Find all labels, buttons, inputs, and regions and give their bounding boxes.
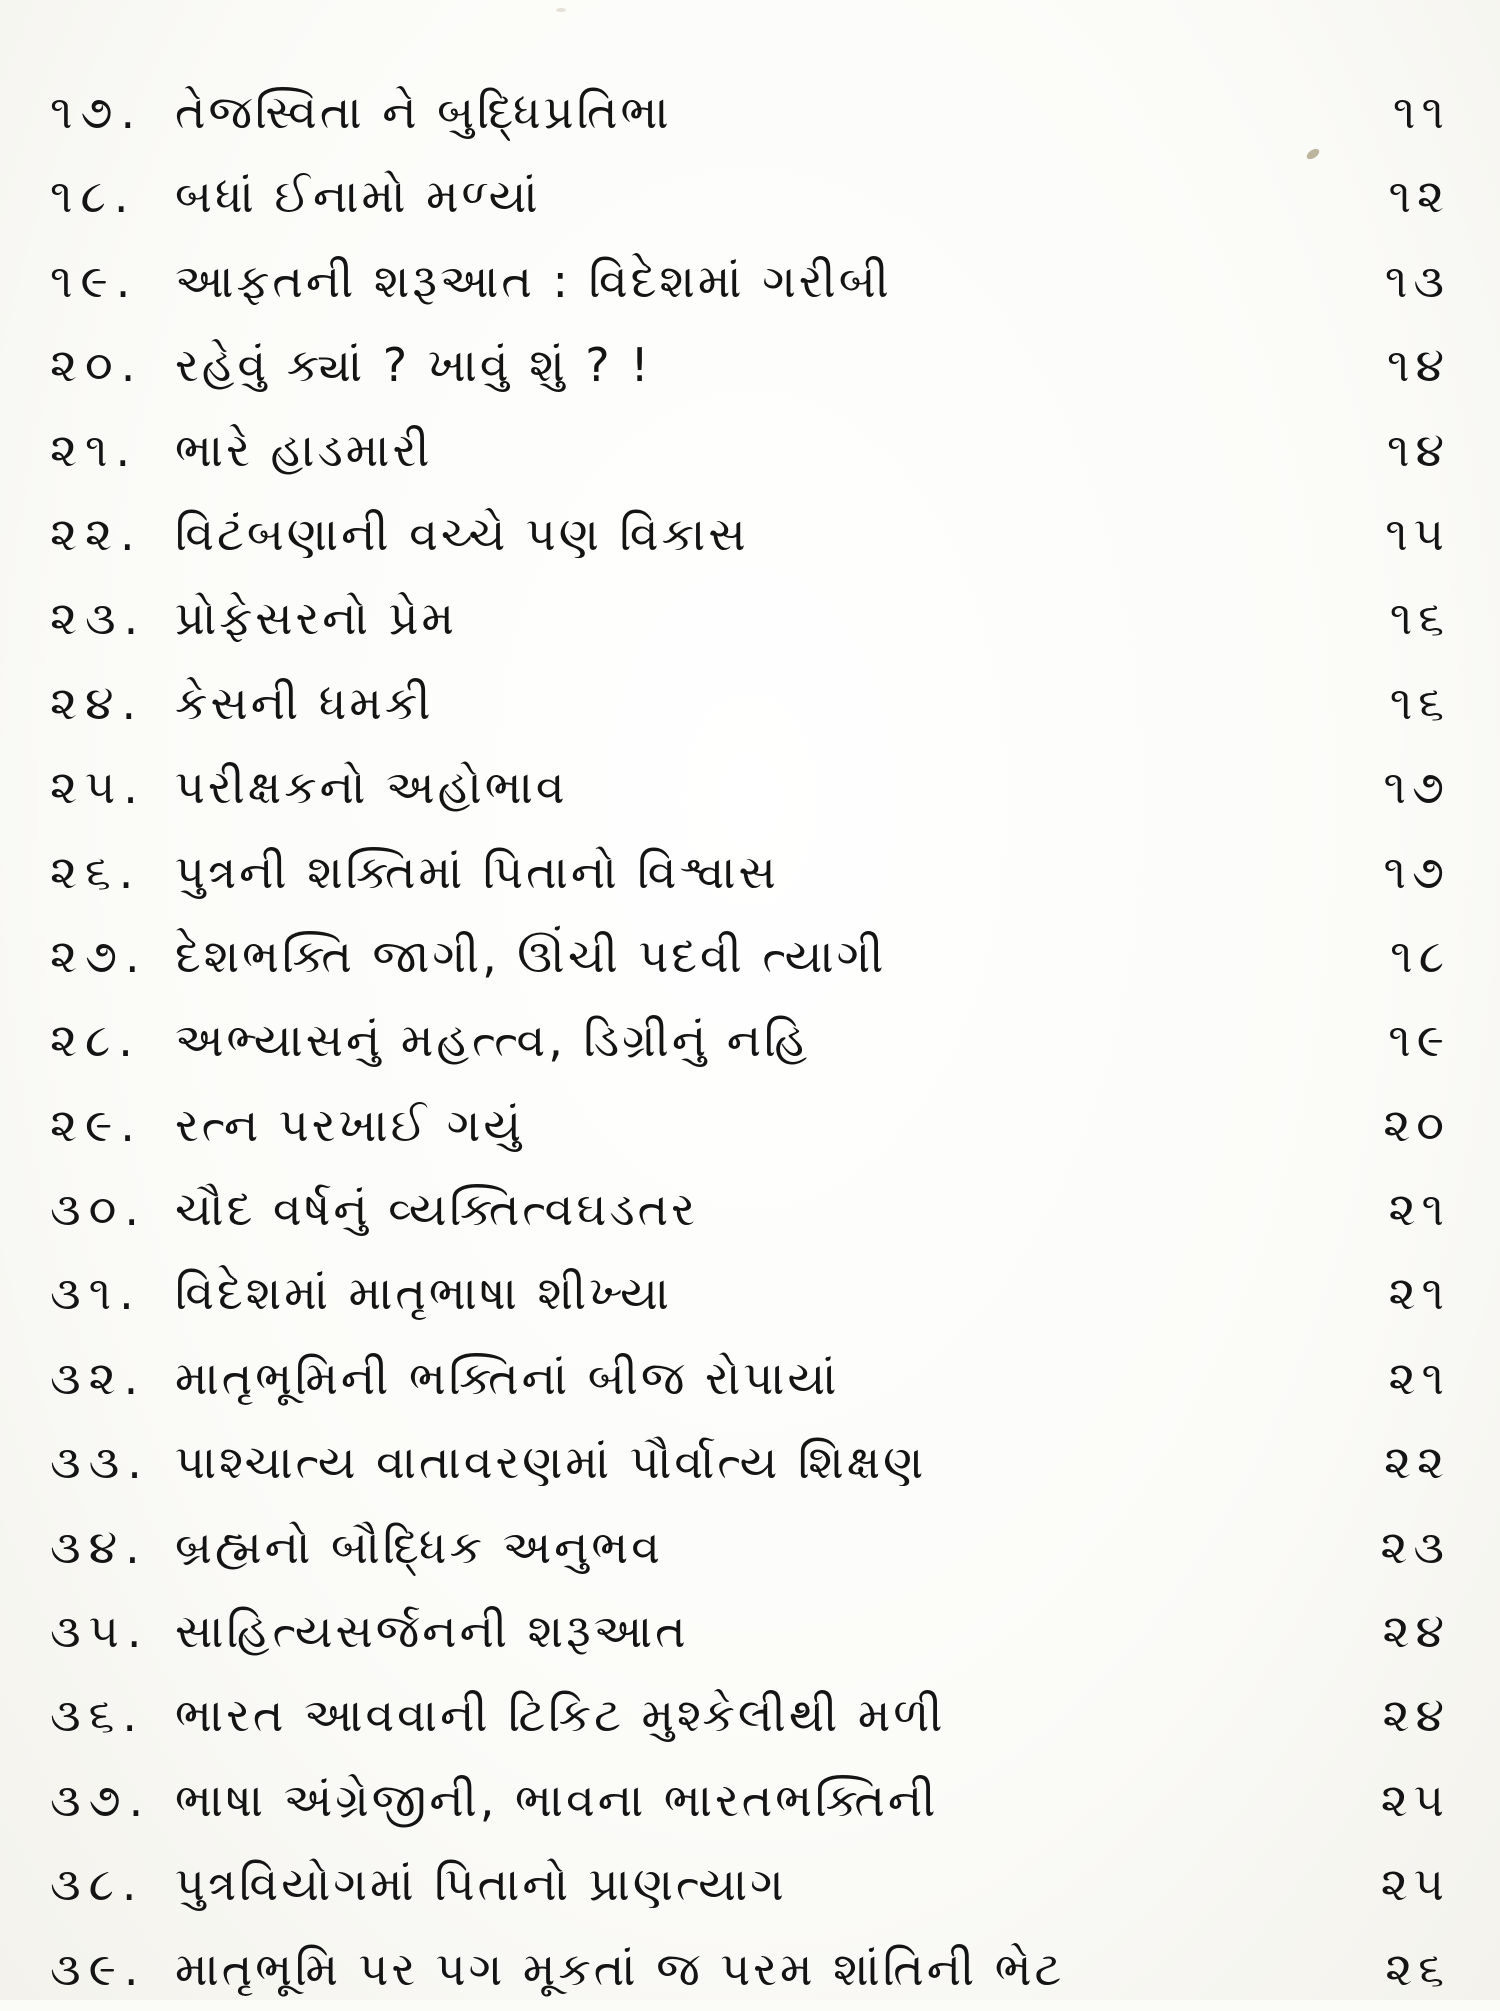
toc-entry-page: ૨૩	[1380, 1519, 1450, 1574]
toc-entry-number: ૩૬.	[50, 1688, 146, 1743]
toc-entry	[0, 70, 1500, 154]
toc-entry-page: ૧૭	[1383, 844, 1450, 899]
toc-entry-number: ૨૧.	[50, 422, 139, 477]
toc-entry-number: ૩૦.	[50, 1182, 147, 1237]
toc-entry-number: ૨૪.	[50, 675, 145, 730]
toc-entry-number: ૩૮.	[50, 1857, 145, 1912]
toc-entry	[0, 661, 1500, 745]
toc-entry	[0, 914, 1500, 998]
toc-entry-number: ૩૨.	[50, 1350, 147, 1405]
toc-entry	[0, 576, 1500, 660]
toc-entry-number: ૩૫.	[50, 1604, 150, 1659]
toc-entry-number: ૧૯.	[50, 253, 139, 308]
toc-entry-page: ૨૧	[1388, 1350, 1450, 1405]
toc-entry-page: ૧૭	[1383, 760, 1450, 815]
toc-entry	[0, 1251, 1500, 1335]
toc-entry-title: રત્ન પરખાઈ ગયું	[175, 1097, 525, 1152]
toc-entry-title: રહેવું ક્યાં ? ખાવું શું ? !	[175, 338, 652, 393]
toc-entry	[0, 492, 1500, 576]
toc-entry-page: ૨૫	[1380, 1857, 1450, 1912]
toc-entry-title: સાહિત્યસર્જનની શરૂઆત	[175, 1604, 689, 1659]
toc-entry-page: ૧૫	[1385, 506, 1450, 561]
toc-entry	[0, 1083, 1500, 1167]
toc-entry-page: ૨૧	[1388, 1182, 1450, 1237]
toc-entry-number: ૩૭.	[50, 1772, 152, 1827]
toc-entry	[0, 154, 1500, 238]
toc-entry	[0, 1842, 1500, 1926]
toc-entry-number: ૨૩.	[50, 591, 147, 646]
toc-entry	[0, 830, 1500, 914]
toc-entry-number: ૩૪.	[50, 1519, 148, 1574]
toc-entry	[0, 1927, 1500, 2011]
toc-entry-number: ૨૫.	[50, 760, 146, 815]
toc-entry-title: પ્રોફેસરનો પ્રેમ	[175, 591, 457, 646]
toc-entry-page: ૨૪	[1382, 1688, 1450, 1743]
toc-entry-number: ૨૦.	[50, 338, 144, 393]
toc-entry-title: ભારત આવવાની ટિકિટ મુશ્કેલીથી મળી	[175, 1688, 946, 1743]
toc-entry	[0, 1167, 1500, 1251]
toc-entry-number: ૨૭.	[50, 928, 148, 983]
toc-entry-title: પાશ્ચાત્ય વાતાવરણમાં પૌર્વાત્ય શિક્ષણ	[175, 1435, 927, 1490]
toc-entry	[0, 239, 1500, 323]
toc-entry-page: ૨૧	[1388, 1266, 1450, 1321]
toc-entry-title: દેશભક્તિ જાગી, ઊંચી પદવી ત્યાગી	[175, 928, 887, 983]
toc-entry	[0, 408, 1500, 492]
toc-entry	[0, 1673, 1500, 1757]
ink-smudge	[556, 8, 566, 12]
toc-entry-title: માતૃભૂમિ પર પગ મૂકતાં જ પરમ શાંતિની ભેટ	[175, 1941, 1065, 1996]
toc-entry-page: ૨૨	[1383, 1435, 1450, 1490]
toc-entry-title: ચૌદ વર્ષનું વ્યક્તિત્વઘડતર	[175, 1182, 698, 1237]
toc-entry-page: ૧૯	[1388, 1013, 1450, 1068]
toc-entry-number: ૨૯.	[50, 1097, 143, 1152]
toc-entry-page: ૨૫	[1380, 1772, 1450, 1827]
toc-entry-page: ૧૬	[1389, 675, 1450, 730]
toc-entry-title: અભ્યાસનું મહત્ત્વ, ડિગ્રીનું નહિ	[175, 1013, 811, 1068]
toc-entry-title: માતૃભૂમિની ભક્તિનાં બીજ રોપાયાં	[175, 1350, 840, 1405]
toc-entry-page: ૧૩	[1384, 253, 1450, 308]
toc-entry	[0, 323, 1500, 407]
toc-entry-page: ૧૪	[1386, 422, 1450, 477]
toc-entry-title: પરીક્ષકનો અહોભાવ	[175, 760, 568, 815]
toc-entry-title: બ્રહ્મનો બૌદ્ધિક અનુભવ	[175, 1519, 663, 1574]
toc-entry-page: ૨૬	[1385, 1941, 1450, 1996]
toc-entry-number: ૧૭.	[50, 85, 144, 139]
toc-entry-page: ૧૮	[1390, 928, 1450, 983]
table-of-contents	[0, 70, 1500, 2011]
toc-entry-page: ૧૨	[1388, 169, 1450, 224]
toc-entry	[0, 745, 1500, 829]
toc-entry-page: ૧૧	[1392, 85, 1450, 139]
toc-entry-title: પુત્રવિયોગમાં પિતાનો પ્રાણત્યાગ	[175, 1857, 787, 1912]
toc-entry-page: ૧૬	[1389, 591, 1450, 646]
toc-entry	[0, 1420, 1500, 1504]
toc-entry-title: ભાષા અંગ્રેજીની, ભાવના ભારતભક્તિની	[175, 1772, 939, 1827]
toc-entry-number: ૨૮.	[50, 1013, 141, 1068]
toc-entry-number: ૩૩.	[50, 1435, 150, 1490]
toc-entry	[0, 1336, 1500, 1420]
toc-entry	[0, 998, 1500, 1082]
toc-entry-title: બધાં ઈનામો મળ્યાં	[175, 169, 541, 224]
toc-entry-number: ૨૬.	[50, 844, 142, 899]
toc-entry	[0, 1505, 1500, 1589]
toc-entry-title: વિટંબણાની વચ્ચે પણ વિકાસ	[175, 506, 749, 561]
toc-entry-page: ૨૪	[1382, 1604, 1450, 1659]
toc-entry-number: ૩૧.	[50, 1266, 142, 1321]
toc-entry-page: ૧૪	[1386, 338, 1450, 393]
toc-entry-number: ૧૮.	[50, 169, 137, 224]
toc-entry	[0, 1758, 1500, 1842]
toc-entry-title: ભારે હાડમારી	[175, 422, 433, 477]
toc-entry-title: કેસની ધમકી	[175, 675, 434, 730]
toc-entry-title: તેજસ્વિતા ને બુદ્ધિપ્રતિભા	[175, 85, 672, 139]
toc-entry-title: પુત્રની શક્તિમાં પિતાનો વિશ્વાસ	[175, 844, 779, 899]
toc-entry-title: આફતની શરૂઆત : વિદેશમાં ગરીબી	[175, 253, 892, 308]
toc-entry-number: ૨૨.	[50, 506, 143, 561]
toc-entry-title: વિદેશમાં માતૃભાષા શીખ્યા	[175, 1266, 673, 1321]
toc-entry-number: ૩૯.	[50, 1941, 147, 1996]
toc-entry-page: ૨૦	[1383, 1097, 1450, 1152]
toc-entry	[0, 1589, 1500, 1673]
